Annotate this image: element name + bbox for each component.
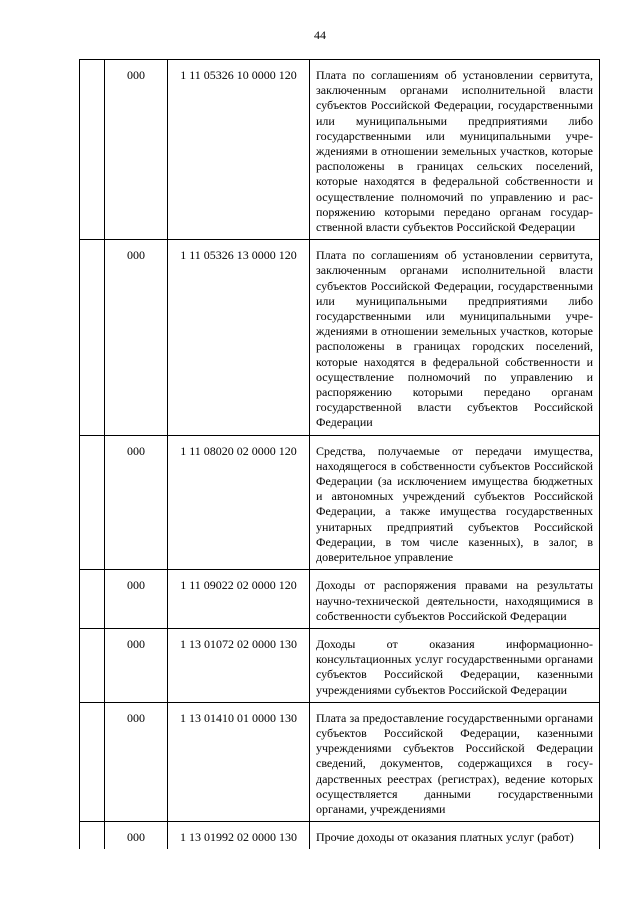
table-row — [80, 628, 600, 702]
row-blank-cell — [80, 822, 105, 850]
row-blank-cell — [80, 570, 105, 629]
table-row — [80, 570, 600, 629]
revenue-description-cell: Доходы от распоряжения правами на результаты научно-технической деятельности, находящимися в собственности субъектов Российской Федерации — [310, 570, 600, 629]
budget-code-cell: 1 13 01410 01 0000 130 — [168, 702, 310, 821]
page-number: 44 — [314, 28, 326, 42]
row-blank-cell — [80, 702, 105, 821]
admin-code-cell: 000 — [105, 702, 168, 821]
budget-code-cell: 1 13 01992 02 0000 130 — [168, 822, 310, 850]
table-row — [80, 240, 600, 435]
admin-code-cell: 000 — [105, 570, 168, 629]
row-blank-cell — [80, 435, 105, 570]
revenue-description-cell: Прочие доходы от оказания платных услуг (работ) — [310, 822, 600, 850]
budget-code-cell: 1 11 08020 02 0000 120 — [168, 435, 310, 570]
revenue-description-cell: Плата по соглашениям об установлении сервитута, заключенным органами исполнительной власти субъектов Российской Федерации, государственными или муниципальными предприятиями либо государственными или муниципальными учреждениями в отношении земельных участков, которые расположены в границах городских поселений, которые находятся в федеральной собственности и осуществление полномочий по управлению и распоряжению которыми передано органам государственной власти субъектов Российской Федерации — [310, 240, 600, 435]
row-blank-cell — [80, 628, 105, 702]
table-row — [80, 60, 600, 240]
revenue-description-cell: Доходы от оказания информационно-консультационных услуг государственными органами субъектов Российской Федерации, казенными учреждениями субъектов Российской Федерации — [310, 628, 600, 702]
table-row — [80, 822, 600, 850]
revenue-description-cell: Средства, получаемые от передачи имущества, находящегося в собственности субъектов Российской Федерации (за исключением имущества бюджетных и автономных учреждений субъектов Российской Федерации, а также имущества государственных унитарных предприятий субъектов Российской Федерации, в том числе казенных), в залог, в доверительное управление — [310, 435, 600, 570]
admin-code-cell: 000 — [105, 240, 168, 435]
budget-codes-table — [79, 59, 600, 849]
admin-code-cell: 000 — [105, 435, 168, 570]
admin-code-cell: 000 — [105, 628, 168, 702]
revenue-description-cell: Плата по соглашениям об установлении сервитута, заключенным органами исполнительной власти субъектов Российской Федерации, государственными или муниципальными предприятиями либо государственными или муниципальными учреждениями в отношении земельных участков, которые расположены в границах сельских поселений, которые находятся в федеральной собственности и осуществление полномочий по управлению и распоряжению которыми передано органам государственной власти субъектов Российской Федерации — [310, 60, 600, 240]
row-blank-cell — [80, 240, 105, 435]
table-row — [80, 435, 600, 570]
revenue-description-cell: Плата за предоставление государственными органами субъектов Российской Федерации, казенными учреждениями субъектов Российской Федерации сведений, документов, содержащихся в государственных реестрах (регистрах), ведение которых осуществляется данными государственными органами, учреждениями — [310, 702, 600, 821]
admin-code-cell: 000 — [105, 822, 168, 850]
budget-code-cell: 1 11 09022 02 0000 120 — [168, 570, 310, 629]
admin-code-cell: 000 — [105, 60, 168, 240]
budget-code-cell: 1 11 05326 10 0000 120 — [168, 60, 310, 240]
budget-code-cell: 1 11 05326 13 0000 120 — [168, 240, 310, 435]
table-row — [80, 702, 600, 821]
row-blank-cell — [80, 60, 105, 240]
budget-code-cell: 1 13 01072 02 0000 130 — [168, 628, 310, 702]
